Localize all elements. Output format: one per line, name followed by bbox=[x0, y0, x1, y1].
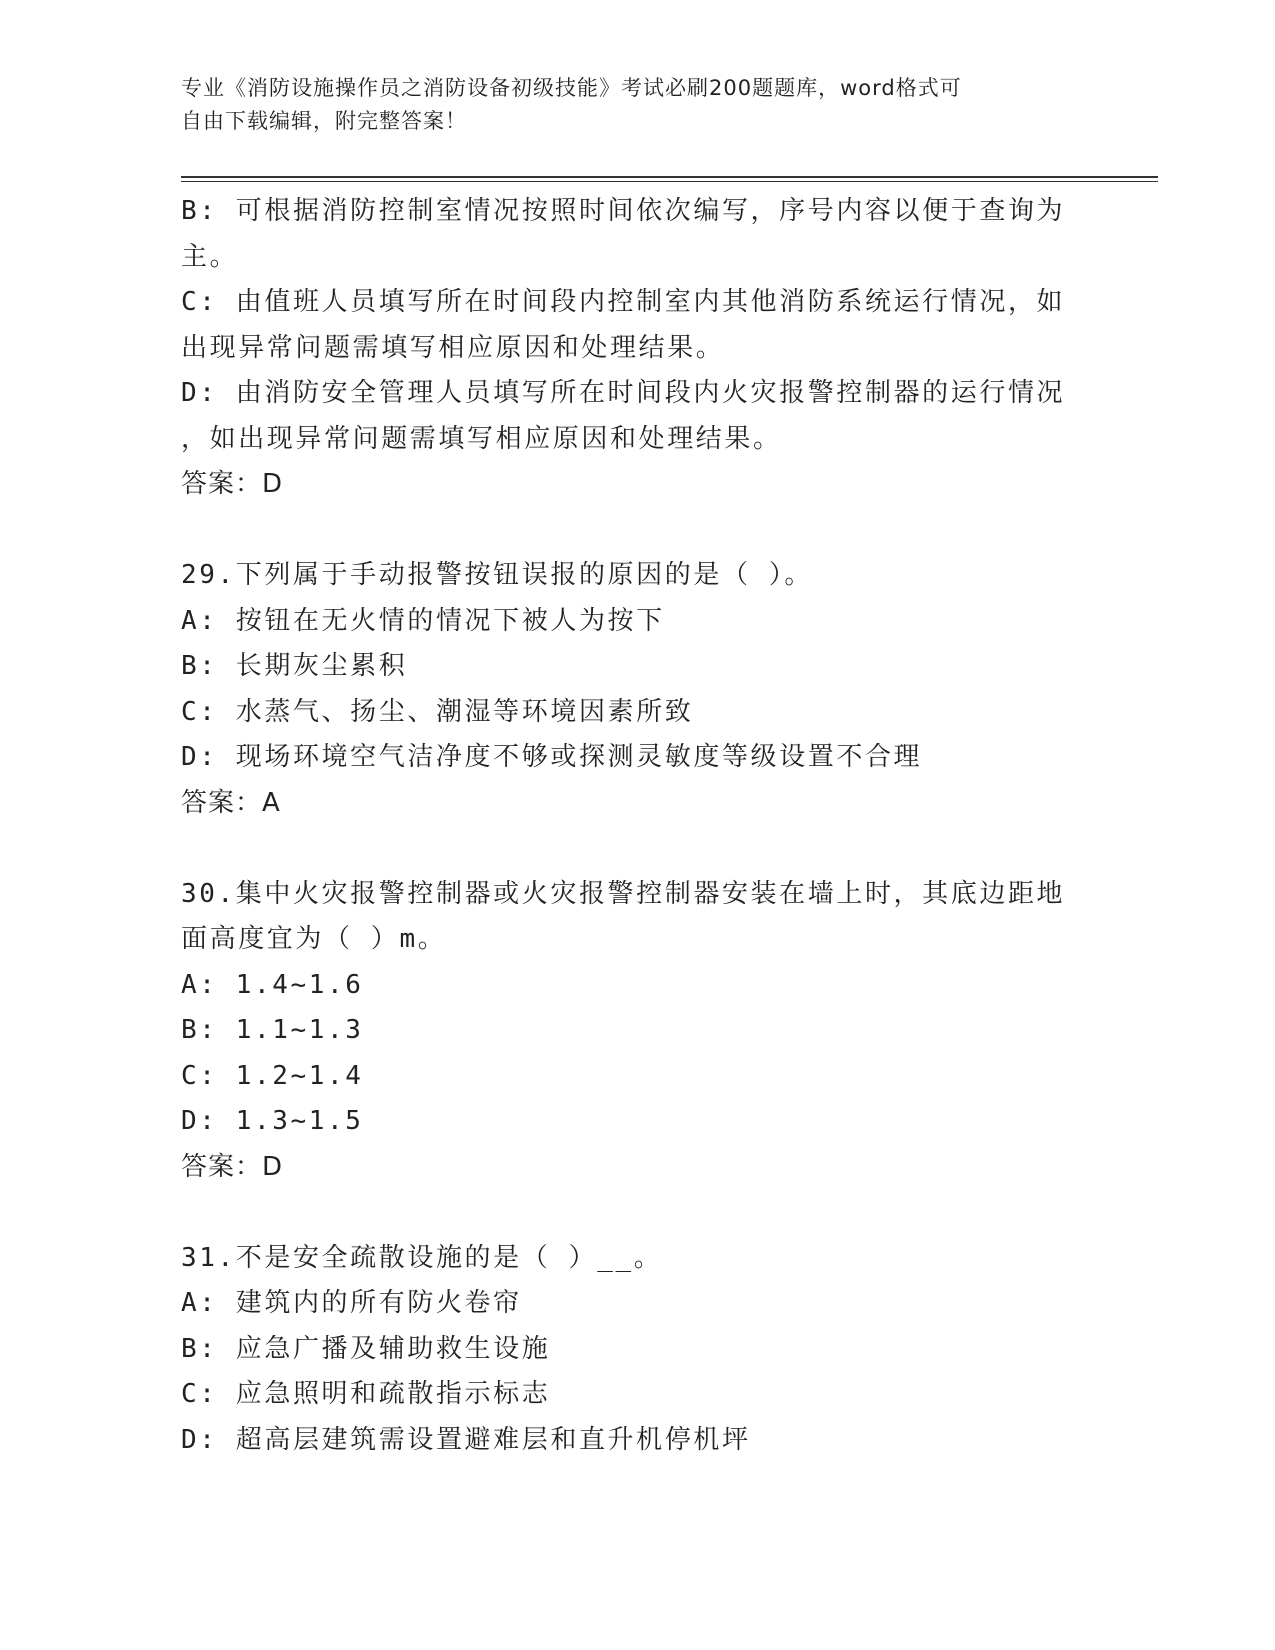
option-b: B: 长期灰尘累积 bbox=[181, 651, 408, 681]
option-a: A: 1.4~1.6 bbox=[181, 969, 364, 1000]
question-28-continued bbox=[181, 189, 1081, 508]
header-rule-thin bbox=[181, 181, 1158, 182]
option-c: C: 水蒸气、扬尘、潮湿等环境因素所致 bbox=[181, 696, 694, 727]
question-stem: 30.集中火灾报警控制器或火灾报警控制器安装在墙上时，其底边距地 bbox=[181, 878, 1066, 909]
header-line-2: 自由下载编辑，附完整答案！ bbox=[181, 109, 467, 133]
document-header bbox=[181, 72, 1061, 138]
answer-text: 答案：D bbox=[181, 469, 284, 499]
option-c: C: 1.2~1.4 bbox=[181, 1060, 364, 1091]
answer-text: 答案：D bbox=[181, 1151, 284, 1182]
spacer bbox=[181, 508, 1081, 554]
option-c-line: C: 由值班人员填写所在时间段内控制室内其他消防系统运行情况，如 bbox=[181, 287, 1066, 317]
spacer bbox=[181, 826, 1081, 872]
spacer bbox=[181, 1190, 1081, 1236]
option-c-line: 出现异常问题需填写相应原因和处理结果。 bbox=[181, 332, 725, 363]
option-d-line: ，如出现异常问题需填写相应原因和处理结果。 bbox=[181, 423, 782, 454]
header-line-1: 专业《消防设施操作员之消防设备初级技能》考试必刷200题题库，word格式可 bbox=[181, 76, 962, 100]
answer-text: 答案：A bbox=[181, 787, 281, 818]
header-rule-thick bbox=[181, 176, 1158, 178]
option-a: A: 建筑内的所有防火卷帘 bbox=[181, 1288, 522, 1318]
question-stem: 29.下列属于手动报警按钮误报的原因的是（ ）。 bbox=[181, 560, 814, 590]
option-a: A: 按钮在无火情的情况下被人为按下 bbox=[181, 605, 665, 636]
option-d: D: 超高层建筑需设置避难层和直升机停机坪 bbox=[181, 1424, 751, 1455]
question-31 bbox=[181, 1236, 1081, 1464]
option-b: B: 1.1~1.3 bbox=[181, 1015, 364, 1045]
question-stem: 面高度宜为（ ）m。 bbox=[181, 924, 447, 954]
option-b-line: B: 可根据消防控制室情况按照时间依次编写，序号内容以便于查询为 bbox=[181, 196, 1066, 226]
document-body bbox=[181, 189, 1081, 1463]
option-c: C: 应急照明和疏散指示标志 bbox=[181, 1379, 551, 1409]
question-30 bbox=[181, 872, 1081, 1191]
option-b-line: 主。 bbox=[181, 241, 239, 272]
option-b: B: 应急广播及辅助救生设施 bbox=[181, 1333, 551, 1364]
question-stem: 31.不是安全疏散设施的是（ ）__。 bbox=[181, 1242, 663, 1273]
option-d: D: 1.3~1.5 bbox=[181, 1106, 364, 1136]
option-d-line: D: 由消防安全管理人员填写所在时间段内火灾报警控制器的运行情况 bbox=[181, 378, 1066, 408]
option-d: D: 现场环境空气洁净度不够或探测灵敏度等级设置不合理 bbox=[181, 742, 923, 772]
question-29 bbox=[181, 553, 1081, 826]
